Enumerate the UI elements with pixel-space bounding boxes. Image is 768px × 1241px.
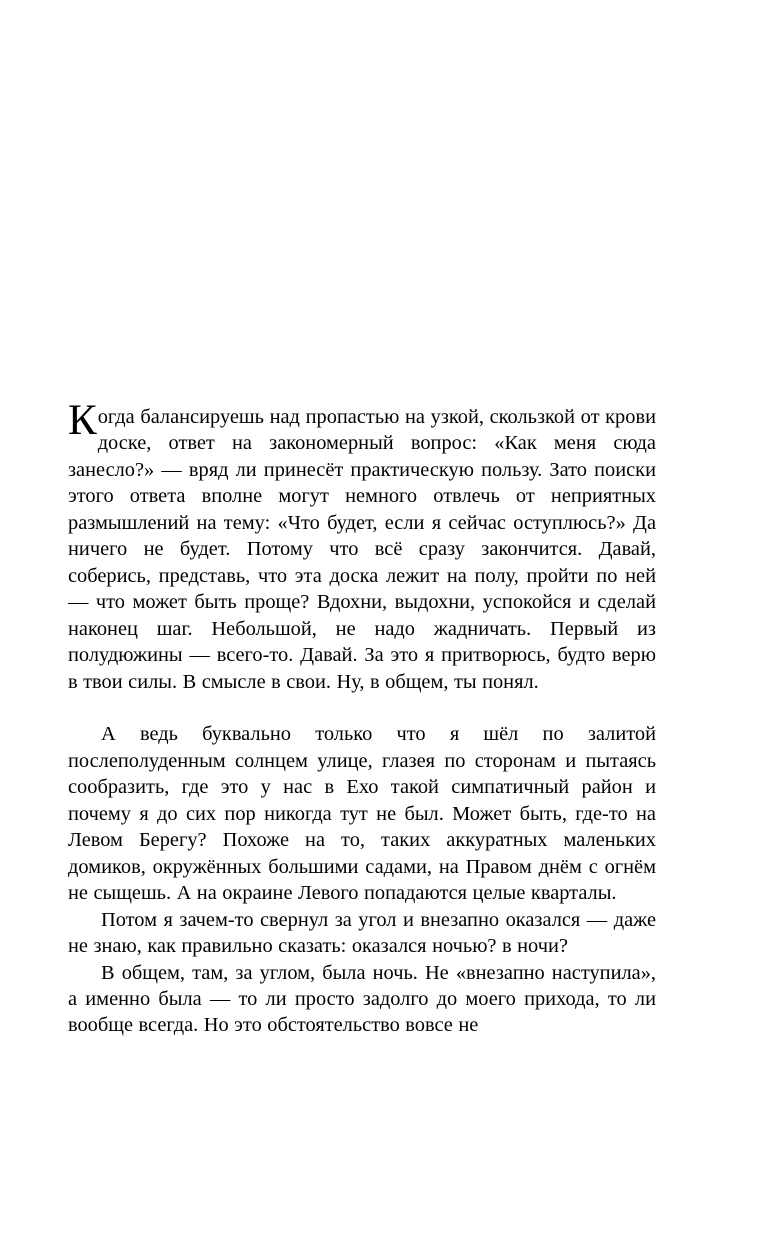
paragraph-2 xyxy=(68,721,656,906)
paragraph-4 xyxy=(68,960,656,1039)
page-text-block xyxy=(68,397,656,1039)
initial-cap-letter: К xyxy=(68,397,97,444)
paragraph-4-text: В общем, там, за углом, была ночь. Не «внезапно наступила», а именно была — то ли просто задолго до моего прихода, то ли вообще всегда. Но это обстоятельство вовсе не xyxy=(68,961,656,1037)
paragraph-1-text: огда балансируешь над пропастью на узкой, скользкой от крови доске, ответ на закономерный вопрос: «Как меня сюда занесло?» — вряд ли принесёт практическую пользу. Зато поиски этого ответа вполне могут немного отвлечь от неприятных размышлений на тему: «Что будет, если я сейчас оступлюсь?» Да ничего не будет. Потому что всё сразу закончится. Давай, соберись, представь, что эта доска лежит на полу, пройти по ней — что может быть проще? Вдохни, выдохни, успокойся и сделай наконец шаг. Небольшой, не надо жадничать. Первый из полудюжины — всего-то. Давай. За это я притворюсь, будто верю в твои силы. В смысле в свои. Ну, в общем, ты понял. xyxy=(68,406,656,693)
paragraph-3 xyxy=(68,907,656,960)
paragraph-3-text: Потом я зачем-то свернул за угол и внезапно оказался — даже не знаю, как правильно сказать: оказался ночью? в ночи? xyxy=(68,908,656,958)
paragraph-2-text: А ведь буквально только что я шёл по залитой послеполуденным солнцем улице, глазея по сторонам и пытаясь сообразить, где это у нас в Ехо такой симпатичный район и почему я до сих пор никогда тут не был. Может быть, где-то на Левом Берегу? Похоже на то, таких аккуратных маленьких домиков, окружённых большими садами, на Правом днём с огнём не сыщешь. А на окраине Левого попадаются целые кварталы. xyxy=(68,723,656,905)
paragraph-1 xyxy=(68,397,656,695)
